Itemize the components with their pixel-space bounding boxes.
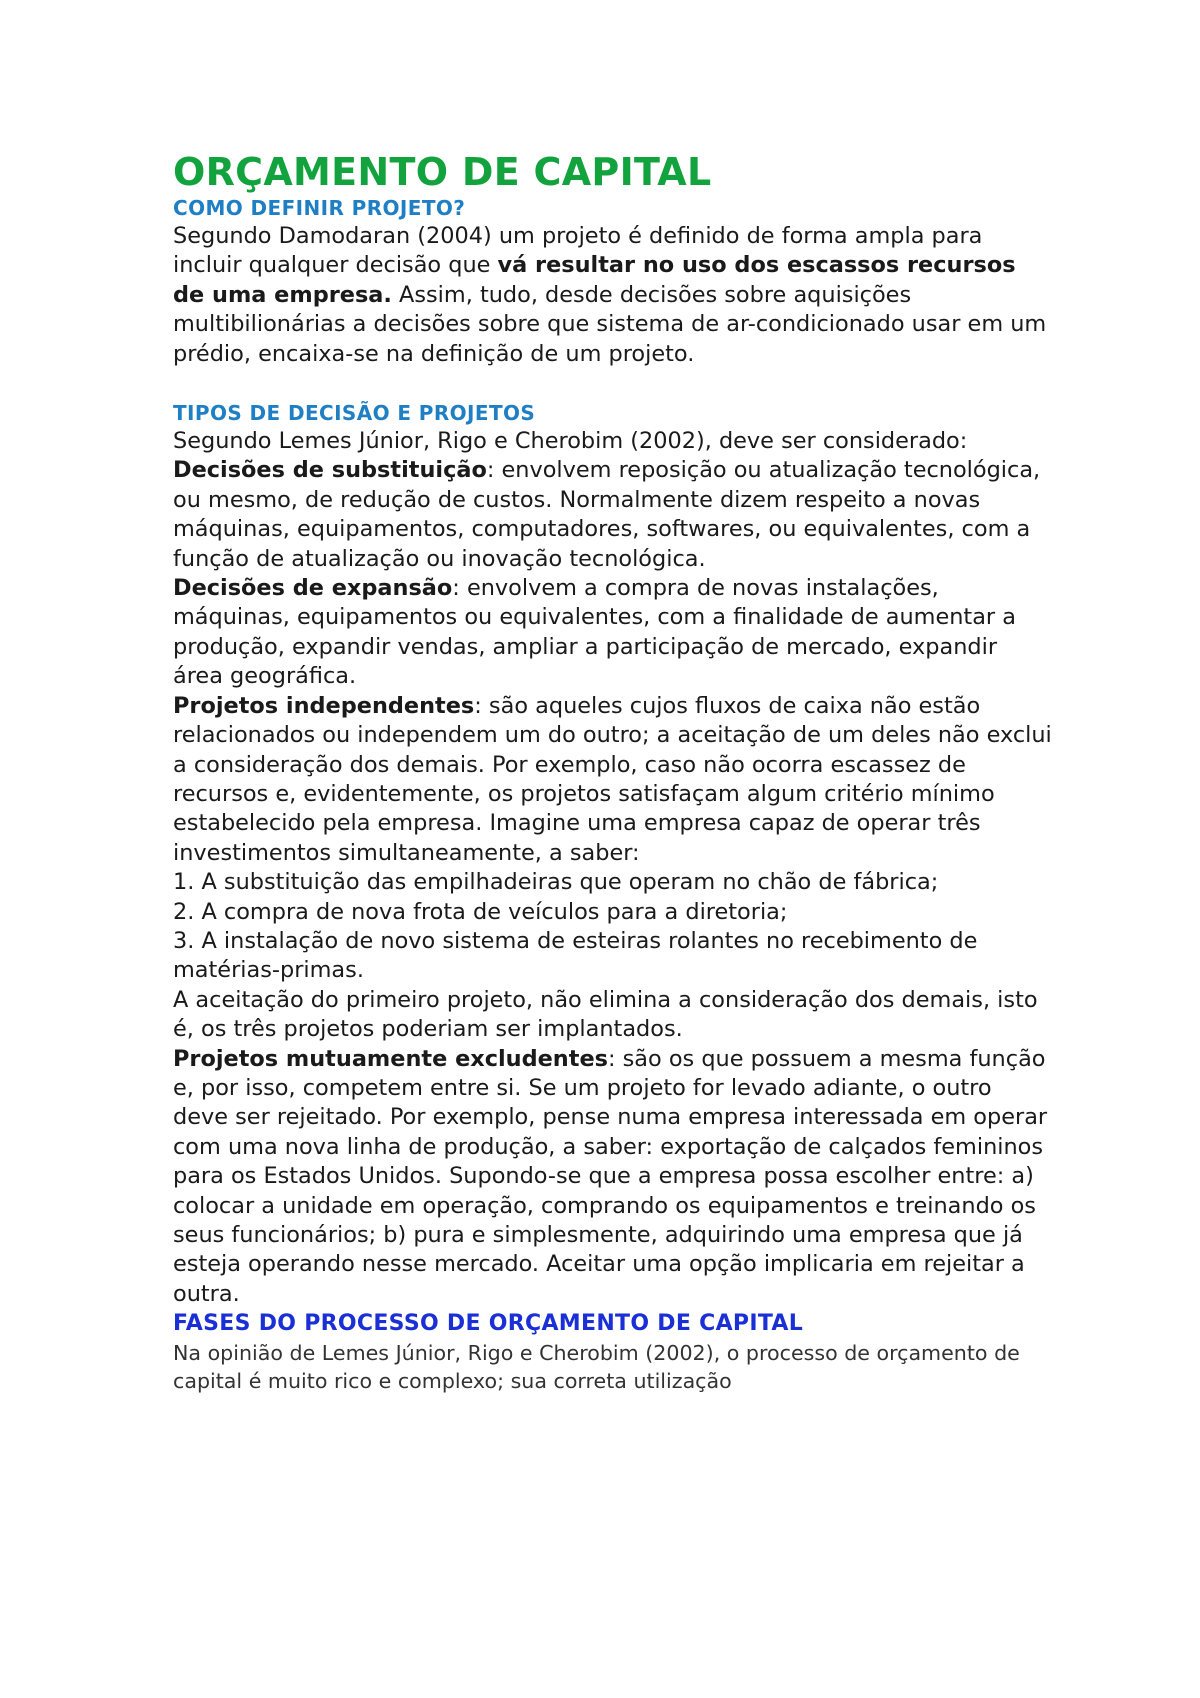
- paragraph-aceitacao: A aceitação do primeiro projeto, não elimina a consideração dos demais, isto é, os três projetos poderiam ser implantados.: [173, 986, 1038, 1043]
- paragraph-text: Assim, tudo, desde decisões sobre aquisições multibilionárias a decisões sobre que sistema de ar-condicionado usar em um prédio, encaixa-se na definição de um projeto.: [173, 281, 1047, 367]
- paragraph-decisoes-expansao: [173, 574, 1053, 692]
- term-expansao: Decisões de expansão: [173, 575, 453, 602]
- paragraph-text: : são aqueles cujos fluxos de caixa não estão relacionados ou independem um do outro; a aceitação de um deles não exclui a consideração dos demais. Por exemplo, caso não ocorra escassez de recursos e, evidentemente, os projetos satisfaçam algum critério mínimo estabelecido pela empresa. Imagine uma empresa capaz de operar três investimentos simultaneamente, a saber:: [173, 692, 1052, 866]
- bold-phrase: vá resultar no uso dos escassos recursos de uma empresa.: [173, 252, 1016, 308]
- paragraph-projetos-independentes: [173, 692, 1053, 868]
- paragraph-text: : são os que possuem a mesma função e, por isso, competem entre si. Se um projeto for levado adiante, o outro deve ser rejeitado. Por exemplo, pense numa empresa interessada em operar com uma nova linha de produção, a saber: exportação de calçados femininos para os Estados Unidos. Supondo-se que a empresa possa escolher entre: a) colocar a unidade em operação, comprando os equipamentos e treinando os seus funcionários; b) pura e simplesmente, adquirindo uma empresa que já esteja operando nesse mercado. Aceitar uma opção implicaria em rejeitar a outra.: [173, 1045, 1048, 1307]
- blank-line: [173, 369, 1053, 399]
- term-independentes: Projetos independentes: [173, 692, 475, 719]
- section-heading-definir-projeto: COMO DEFINIR PROJETO?: [173, 196, 466, 220]
- document-page: [173, 150, 1053, 1395]
- paragraph-intro-tipos: Segundo Lemes Júnior, Rigo e Cherobim (2002), deve ser considerado:: [173, 428, 968, 455]
- list-item: 2. A compra de nova frota de veículos para a diretoria;: [173, 898, 788, 925]
- paragraph-definicao-projeto: [173, 222, 1053, 369]
- list-item: 3. A instalação de novo sistema de esteiras rolantes no recebimento de matérias-primas.: [173, 927, 978, 984]
- list-item: 1. A substituição das empilhadeiras que operam no chão de fábrica;: [173, 869, 939, 896]
- section-heading-fases-processo: FASES DO PROCESSO DE ORÇAMENTO DE CAPITAL: [173, 1311, 804, 1337]
- paragraph-text: Segundo Damodaran (2004) um projeto é definido de forma ampla para incluir qualquer decisão que: [173, 223, 983, 279]
- paragraph-text: : envolvem reposição ou atualização tecnológica, ou mesmo, de redução de custos. Normalmente dizem respeito a novas máquinas, equipamentos, computadores, softwares, ou equivalentes, com a função de atualização ou inovação tecnológica.: [173, 457, 1041, 572]
- paragraph-text: : envolvem a compra de novas instalações, máquinas, equipamentos ou equivalentes, com a finalidade de aumentar a produção, expandir vendas, ampliar a participação de mercado, expandir área geográfica.: [173, 575, 1016, 690]
- term-substituicao: Decisões de substituição: [173, 457, 487, 484]
- paragraph-fases-processo: Na opinião de Lemes Júnior, Rigo e Cherobim (2002), o processo de orçamento de capital é muito rico e complexo; sua correta utilização: [173, 1341, 1020, 1394]
- document-title: ORÇAMENTO DE CAPITAL: [173, 150, 712, 194]
- term-mutuamente-excludentes: Projetos mutuamente excludentes: [173, 1045, 608, 1072]
- section-heading-tipos-decisao: TIPOS DE DECISÃO E PROJETOS: [173, 401, 536, 426]
- paragraph-decisoes-substituicao: [173, 456, 1053, 574]
- paragraph-projetos-mutuamente-excludentes: [173, 1045, 1053, 1310]
